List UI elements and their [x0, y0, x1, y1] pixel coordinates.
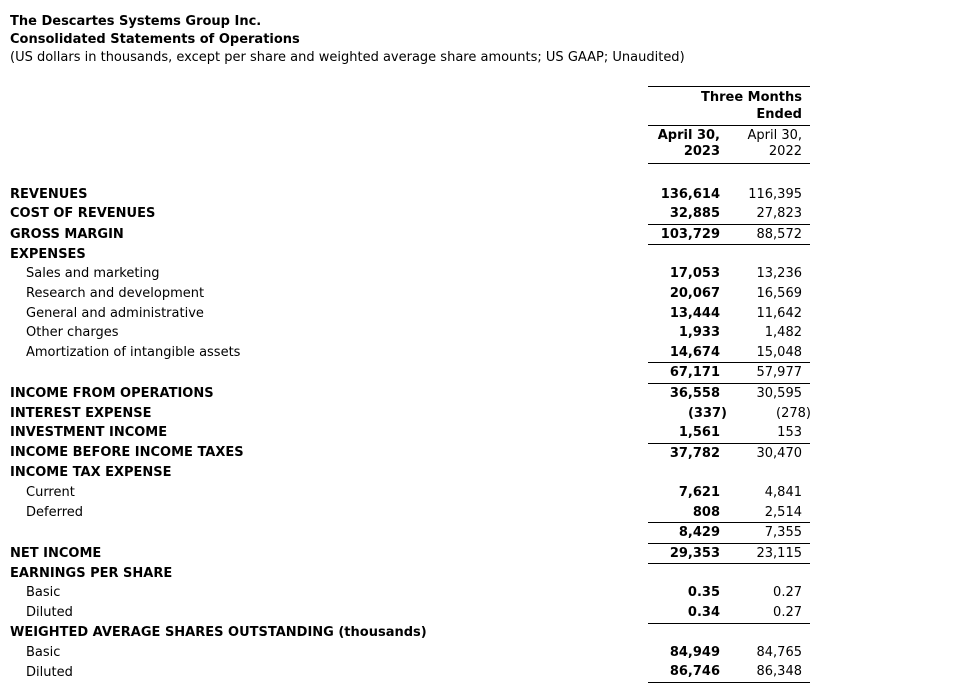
company-name: The Descartes Systems Group Inc. [10, 14, 262, 29]
value-2022-cell [722, 323, 810, 343]
value-2023: 0.35 [687, 585, 720, 601]
statement-row [10, 643, 810, 663]
value-2023: 8,429 [678, 525, 720, 541]
period-header-spacer [10, 87, 648, 126]
value-2023-cell [648, 304, 722, 324]
value-2023: 37,782 [669, 445, 720, 461]
statement-title: Consolidated Statements of Operations [10, 32, 300, 47]
value-2023-cell [648, 363, 722, 384]
period-header-line1: Three Months [700, 90, 802, 105]
row-label: INCOME FROM OPERATIONS [10, 385, 214, 401]
column-header-2022-year: 2022 [768, 144, 802, 159]
value-2023-cell [648, 264, 722, 284]
statement-row [10, 564, 810, 584]
value-2023-cell [648, 503, 722, 523]
date-header-spacer [10, 126, 648, 164]
value-2022: 7,355 [764, 525, 802, 541]
statement-rows [10, 185, 810, 683]
row-label: REVENUES [10, 186, 88, 202]
value-2023-cell [648, 463, 722, 483]
value-2023: 136,614 [660, 186, 720, 202]
statement-row [10, 264, 810, 284]
row-label: Diluted [26, 664, 73, 680]
value-2023-cell [648, 204, 722, 224]
value-2022-cell [722, 443, 810, 463]
statement-row [10, 603, 810, 623]
row-label: EARNINGS PER SHARE [10, 565, 173, 581]
value-2023-cell [648, 603, 722, 623]
value-2022-cell [722, 404, 810, 424]
row-label: COST OF REVENUES [10, 206, 156, 222]
row-label: Other charges [26, 325, 119, 341]
value-2022: 1,482 [764, 325, 802, 341]
value-2022-cell [722, 483, 810, 503]
value-2023: 36,558 [669, 385, 720, 401]
value-2023-cell [648, 224, 722, 245]
period-header [648, 87, 810, 126]
value-2023: 17,053 [669, 266, 720, 282]
value-2023: (337) [687, 405, 727, 421]
row-label [10, 523, 648, 544]
value-2022-cell [722, 623, 810, 643]
value-2023-cell [648, 245, 722, 265]
value-2022-cell [722, 363, 810, 384]
column-header-2023-year: 2023 [683, 144, 720, 159]
value-2023: 84,949 [669, 644, 720, 660]
column-header-2023-date: April 30, [657, 128, 720, 143]
value-2023: 20,067 [669, 285, 720, 301]
statement-row [10, 343, 810, 363]
statement-row [10, 503, 810, 523]
row-label: INCOME TAX EXPENSE [10, 465, 172, 481]
value-2023: 7,621 [678, 484, 720, 500]
statement-row [10, 443, 810, 463]
value-2023-cell [648, 483, 722, 503]
statement-row [10, 204, 810, 224]
value-2023-cell [648, 643, 722, 663]
value-2022-cell [722, 564, 810, 584]
statement-row [10, 185, 810, 205]
value-2022-cell [722, 463, 810, 483]
value-2023: 1,933 [678, 325, 720, 341]
column-header-2022 [722, 126, 810, 164]
value-2022-cell [722, 583, 810, 603]
statement-row [10, 304, 810, 324]
value-2022-cell [722, 383, 810, 403]
value-2023: 103,729 [660, 226, 720, 242]
value-2022-cell [722, 284, 810, 304]
row-label [10, 363, 648, 384]
statement-row [10, 284, 810, 304]
value-2022-cell [722, 662, 810, 682]
value-2022-cell [722, 204, 810, 224]
value-2022: 16,569 [756, 285, 802, 301]
value-2023-cell [648, 623, 722, 643]
row-label: GROSS MARGIN [10, 226, 124, 242]
value-2022: 13,236 [756, 266, 802, 282]
statement-row [10, 224, 810, 245]
row-label: Basic [26, 585, 61, 601]
statement-row [10, 423, 810, 443]
statement-row [10, 245, 810, 265]
row-label: EXPENSES [10, 246, 86, 262]
value-2022-cell [722, 503, 810, 523]
statement-row [10, 662, 810, 682]
value-2022-cell [722, 224, 810, 245]
value-2023: 86,746 [669, 664, 720, 680]
row-label: INTEREST EXPENSE [10, 405, 152, 421]
value-2022: 11,642 [756, 305, 802, 321]
value-2023-cell [648, 423, 722, 443]
value-2023-cell [648, 343, 722, 363]
statement-row [10, 623, 810, 643]
value-2022: 57,977 [756, 365, 802, 381]
statement-row [10, 383, 810, 403]
value-2022-cell [722, 543, 810, 564]
value-2022: 86,348 [756, 664, 802, 680]
row-label: INVESTMENT INCOME [10, 425, 168, 441]
value-2022: 88,572 [756, 226, 802, 242]
value-2023-cell [648, 383, 722, 403]
value-2022: 4,841 [764, 484, 802, 500]
statement-row [10, 404, 810, 424]
row-label: General and administrative [26, 305, 204, 321]
value-2023-cell [648, 523, 722, 544]
value-2023-cell [648, 564, 722, 584]
value-2022-cell [722, 264, 810, 284]
value-2023-cell [648, 662, 722, 682]
value-2023: 67,171 [669, 365, 720, 381]
row-label: Sales and marketing [26, 266, 160, 282]
column-header-2023 [648, 126, 722, 164]
value-2022-cell [722, 523, 810, 544]
value-2022-cell [722, 245, 810, 265]
value-2022-cell [722, 603, 810, 623]
row-label: Diluted [26, 605, 73, 621]
value-2023-cell [648, 404, 727, 424]
statement-table [10, 86, 810, 683]
row-label: Current [26, 484, 75, 500]
value-2022: 2,514 [764, 504, 802, 520]
value-2022: 116,395 [748, 186, 802, 202]
value-2022: (278) [776, 405, 811, 421]
spacer-row [10, 164, 810, 185]
value-2022-cell [722, 423, 810, 443]
value-2022-cell [722, 185, 810, 205]
value-2022: 15,048 [756, 344, 802, 360]
row-label: WEIGHTED AVERAGE SHARES OUTSTANDING (thousands) [10, 625, 427, 641]
row-label: INCOME BEFORE INCOME TAXES [10, 445, 244, 461]
statement-row [10, 583, 810, 603]
value-2022: 27,823 [756, 206, 802, 222]
value-2022: 30,470 [756, 445, 802, 461]
document-header [10, 13, 942, 67]
statement-row [10, 523, 810, 544]
value-2022: 0.27 [773, 585, 802, 601]
value-2022: 153 [777, 425, 802, 441]
statement-row [10, 463, 810, 483]
value-2023-cell [648, 323, 722, 343]
date-header-row [10, 126, 810, 164]
value-2023: 0.34 [687, 604, 720, 620]
statement-row [10, 543, 810, 564]
column-header-2022-date: April 30, [747, 128, 802, 143]
row-label: Deferred [26, 504, 84, 520]
value-2023: 13,444 [669, 305, 720, 321]
value-2022-cell [722, 343, 810, 363]
value-2022: 30,595 [756, 385, 802, 401]
statement-note: (US dollars in thousands, except per share and weighted average share amounts; US GAAP; Unaudited) [10, 50, 685, 65]
period-header-row [10, 87, 810, 126]
period-header-line2: Ended [756, 107, 802, 122]
value-2023-cell [648, 543, 722, 564]
value-2022-cell [722, 643, 810, 663]
row-label: NET INCOME [10, 545, 102, 561]
row-label: Basic [26, 644, 61, 660]
statement-row [10, 363, 810, 384]
value-2022-cell [722, 304, 810, 324]
row-label: Research and development [26, 285, 205, 301]
value-2023: 1,561 [678, 425, 720, 441]
statement-row [10, 323, 810, 343]
value-2023-cell [648, 284, 722, 304]
value-2022: 84,765 [756, 644, 802, 660]
value-2023: 29,353 [669, 545, 720, 561]
value-2023: 32,885 [669, 206, 720, 222]
value-2022: 23,115 [756, 545, 802, 561]
value-2023: 14,674 [669, 344, 720, 360]
row-label: Amortization of intangible assets [26, 345, 241, 360]
value-2023-cell [648, 185, 722, 205]
value-2023-cell [648, 443, 722, 463]
value-2023: 808 [692, 504, 720, 520]
value-2023-cell [648, 583, 722, 603]
value-2022: 0.27 [773, 604, 802, 620]
statement-row [10, 483, 810, 503]
